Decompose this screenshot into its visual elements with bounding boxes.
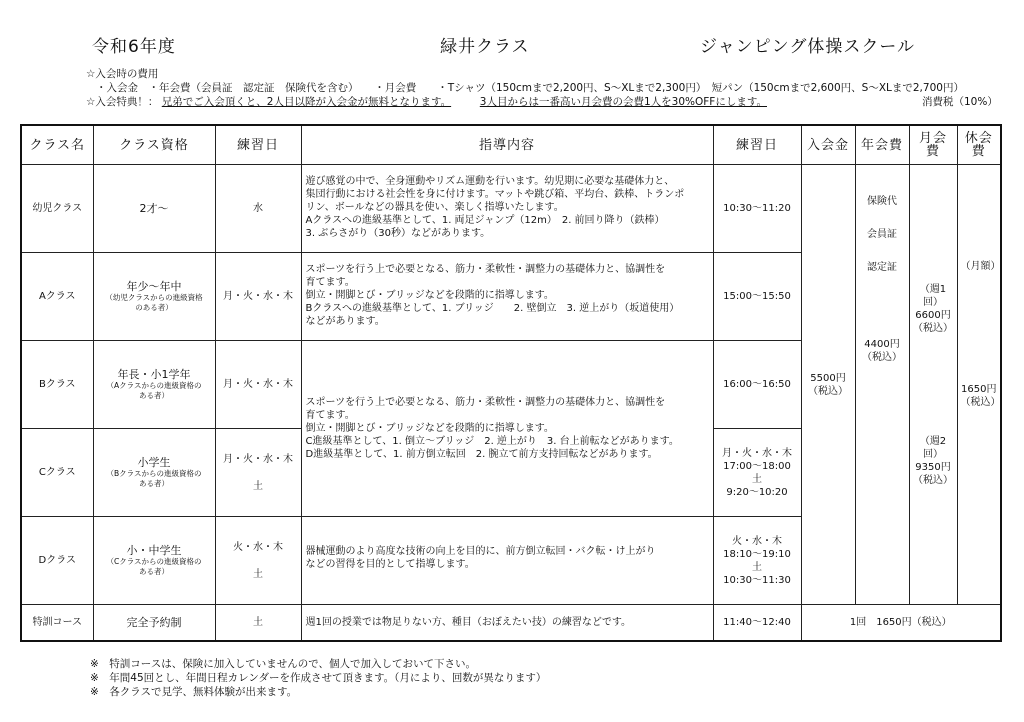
class-name: Aクラス xyxy=(21,253,93,341)
class-schedule-table xyxy=(20,124,1002,642)
class-days: 土 xyxy=(215,605,301,641)
class-days: 月・火・水・木 土 xyxy=(215,429,301,517)
class-name: Cクラス xyxy=(21,429,93,517)
class-name: Dクラス xyxy=(21,517,93,605)
table-row xyxy=(21,605,1001,641)
class-time: 11:40～12:40 xyxy=(713,605,801,641)
class-days: 火・水・木 土 xyxy=(215,517,301,605)
header-class-name: クラス名 xyxy=(21,125,93,165)
year-title: 令和6年度 xyxy=(92,37,176,57)
class-qualification: 小・中学生 （Cクラスからの進級資格の ある者） xyxy=(93,517,215,605)
class-qualification: 小学生 （Bクラスからの進級資格の ある者） xyxy=(93,429,215,517)
header-times: 練習日 xyxy=(713,125,801,165)
class-content: 器械運動のより高度な技術の向上を目的に、前方倒立転回・バク転・け上がり などの習得を目的として指導します。 xyxy=(301,517,713,605)
class-qualification: 完全予約制 xyxy=(93,605,215,641)
class-qualification: 年長・小1学年 （Aクラスからの進級資格の ある者） xyxy=(93,341,215,429)
table-row xyxy=(21,165,1001,253)
fees-info-heading: ☆入会時の費用 xyxy=(86,68,159,80)
leave-fee-cell: （月額） 1650円 （税込） xyxy=(957,165,1001,605)
entry-fee-cell: 5500円 （税込） xyxy=(801,165,855,605)
monthly-fee-cell: （週1回） 6600円 （税込） （週2回） 9350円 （税込） xyxy=(909,165,957,605)
header-qualification: クラス資格 xyxy=(93,125,215,165)
note-item: ※ 特訓コースは、保険に加入していませんので、個人で加入しておいて下さい。 xyxy=(90,658,477,670)
benefits-line xyxy=(86,94,998,109)
class-qualification: 年少～年中 （幼児クラスからの進級資格 のある者） xyxy=(93,253,215,341)
benefits-label: ☆入会特典！： xyxy=(86,96,159,108)
class-name: Bクラス xyxy=(21,341,93,429)
class-days: 月・火・水・木 xyxy=(215,253,301,341)
header-days: 練習日 xyxy=(215,125,301,165)
class-time: 15:00～15:50 xyxy=(713,253,801,341)
header-annual-fee: 年会費 xyxy=(855,125,909,165)
class-name: 特訓コース xyxy=(21,605,93,641)
annual-fee-cell: 保険代 会員証 認定証 4400円 （税込） xyxy=(855,165,909,605)
class-time: 火・水・木 18:10～19:10 土 10:30～11:30 xyxy=(713,517,801,605)
school-title: ジャンピング体操スクール xyxy=(700,37,915,57)
header-monthly-fee: 月会費 xyxy=(909,125,957,165)
note-item: ※ 年間45回とし、年間日程カレンダーを作成させて頂きます。（月により、回数が異なります） xyxy=(90,672,547,684)
class-time: 16:00～16:50 xyxy=(713,341,801,429)
class-days: 月・火・水・木 xyxy=(215,341,301,429)
class-name: 幼児クラス xyxy=(21,165,93,253)
class-time: 月・火・水・木 17:00～18:00 土 9:20～10:20 xyxy=(713,429,801,517)
class-time: 10:30～11:20 xyxy=(713,165,801,253)
class-days: 水 xyxy=(215,165,301,253)
class-qualification: 2才～ xyxy=(93,165,215,253)
fees-info-items: ・入会金 ・年会費（会員証 認定証 保険代を含む） ・月会費 ・Tシャツ（150cmまで2,200円、S～XLまで2,300円） 短パン（150cmまで2,600円、S～XLまで2,700円） xyxy=(96,82,964,94)
header-entry-fee: 入会金 xyxy=(801,125,855,165)
notes xyxy=(90,657,546,699)
class-group-title: 緑井クラス xyxy=(440,37,530,57)
benefit-siblings: 兄弟でご入会頂くと、2人目以降が入会金が無料となります。 xyxy=(161,96,452,108)
class-content: スポーツを行う上で必要となる、筋力・柔軟性・調整力の基礎体力と、協調性を 育てます。 倒立・開脚とび・ブリッジなどを段階的に指導します。 Bクラスへの進級基準として、1. ブリッジ 2. 壁倒立 3. 逆上がり（坂道使用） などがあります。 xyxy=(301,253,713,341)
tax-note: 消費税（10%） xyxy=(922,96,998,108)
class-content: 遊び感覚の中で、全身運動やリズム運動を行います。幼児期に必要な基礎体力と、 集団行動における社会性を身に付けます。マットや跳び箱、平均台、鉄棒、トランポ リン、ボールなどの器具を使い、楽しく指導いたします。 Aクラスへの進級基準として、1. 両足ジャンプ（12m） 2. 前回り降り（鉄棒） 3. ぶらさがり（30秒）などがあります。 xyxy=(301,165,713,253)
note-item: ※ 各クラスで見学、無料体験が出来ます。 xyxy=(90,686,298,698)
header-leave-fee: 休会費 xyxy=(957,125,1001,165)
header-row xyxy=(21,125,1001,165)
class-content-bc: スポーツを行う上で必要となる、筋力・柔軟性・調整力の基礎体力と、協調性を 育てます。 倒立・開脚とび・ブリッジなどを段階的に指導します。 C進級基準として、1. 倒立～ブリッジ 2. 逆上がり 3. 台上前転などがあります。 D進級基準として、1. 前方倒立転回 2. 腕立て前方支持回転などがあります。 xyxy=(301,341,713,517)
benefit-third-child: 3人目からは一番高い月会費の会費1人を30%OFFにします。 xyxy=(479,96,767,108)
special-course-fee: 1回 1650円（税込） xyxy=(801,605,1001,641)
header-content: 指導内容 xyxy=(301,125,713,165)
class-content: 週1回の授業では物足りない方、種目（おぼえたい技）の練習などです。 xyxy=(301,605,713,641)
